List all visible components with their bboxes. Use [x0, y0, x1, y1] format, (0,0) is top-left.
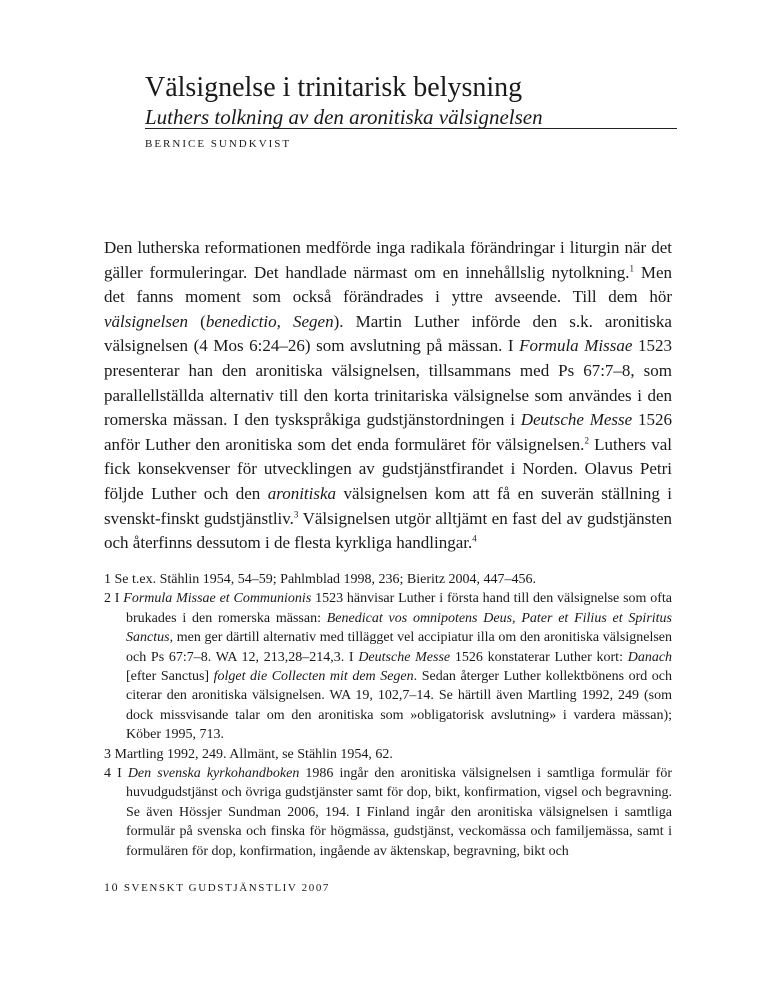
footnote-ref-3: 3 [293, 508, 299, 519]
italic-run: Formula Missae [519, 336, 633, 356]
italic-run: aronitiska [267, 483, 337, 503]
text-run: välsignelsen kom att få en suverän ställning i svenskt-finskt gudstjänstliv. [104, 483, 672, 528]
page-number: 10 [104, 880, 120, 894]
footnotes [104, 570, 672, 861]
footnote-ref-2: 2 [584, 435, 589, 446]
italic-run: Benedicat vos omnipotens Deus, Pater et Filius et Spiritus Sanctus [126, 610, 672, 646]
text-run: , men ger därtill alternativ med tillägget vel accipiatur illa om den aronitiska välsignelsen och Ps 67:7–8. WA 12, 213,28–214,3. I [126, 630, 672, 665]
paragraph [104, 236, 672, 556]
footnote-ref-1: 1 [629, 262, 635, 273]
text-run: 1523 presenterar han den aronitiska välsignelsen, tillsammans med Ps 67:7–8, som parallellställda alternativ till den korta trinitariska välsignelse som användes i den romerska mässan. I den tyskspråkiga gudstjänstordningen i [104, 336, 672, 430]
header-rule [145, 128, 677, 129]
italic-run: Formula Missae et Communionis [123, 591, 312, 607]
text-run: [efter Sanctus] [126, 669, 214, 685]
text-run: Välsignelsen utgör alltjämt en fast del av gudstjänsten och återfinns dessutom i de flesta kyrkliga handlingar. [104, 508, 672, 553]
footnote-ref-4: 4 [472, 533, 477, 544]
body-paragraph [104, 236, 672, 556]
author-name: BERNICE SUNDKVIST [145, 138, 292, 150]
article-title: Välsignelse i trinitarisk belysning [145, 72, 523, 103]
text-run: . Sedan återger Luther kollektbönens ord och citerar den aronitiska välsignelsen. WA 19, 102,7–14. Se härtill även Martling 1992, 249 (som dock missvisande talar om den aronitiska som »obligatorisk avslutning» i vardera mässan); Köber 1995, 713. [126, 669, 672, 743]
text-run: 4 I [104, 766, 128, 782]
page-footer [104, 880, 330, 895]
text-run: Den lutherska reformationen medförde inga radikala förändringar i liturgin när det gäller formuleringar. Det handlade närmast om en innehållslig nytolkning. [104, 238, 672, 282]
footnote-4 [104, 764, 672, 861]
italic-run: Deutsche Messe [358, 649, 451, 665]
article-subtitle: Luthers tolkning av den aronitiska välsignelsen [145, 105, 543, 129]
text-run: 1523 hänvisar Luther i första hand till den välsignelse som ofta brukades i den romerska mässan: [126, 591, 672, 626]
text-run: 1526 anför Luther den aronitiska som det enda formuläret för välsignelsen. [104, 410, 672, 454]
footnote-2 [104, 589, 672, 744]
footnote-3: 3 Martling 1992, 249. Allmänt, se Stählin 1954, 62. [104, 746, 393, 762]
journal-name: SVENSKT GUDSTJÄNSTLIV 2007 [123, 882, 331, 894]
text-run: 1526 konstaterar Luther kort: [450, 649, 628, 665]
italic-run: Den svenska kyrkohandboken [127, 766, 300, 782]
text-run: ( [188, 311, 206, 331]
footnote-1: 1 Se t.ex. Stählin 1954, 54–59; Pahlmblad 1998, 236; Bieritz 2004, 447–456. [104, 572, 537, 587]
italic-run: benedictio, Segen [205, 311, 334, 331]
text-run: 2 I [104, 591, 124, 607]
italic-run: Danach [627, 649, 673, 665]
text-run: 1986 ingår den aronitiska välsignelsen i samtliga formulär för huvudgudstjänst och övriga gudstjänster samt för dop, bikt, konfirmation, vigsel och begravning. Se även Hössjer Sundman 2006, 194. I Finland ingår den aronitiska välsignelsen i samtliga formulär på svenska och finska för högmässa, gudstjänst, veckomässa och familjemässa, samt i formulären för dop, konfirmation, ingående av äktenskap, begravning, bikt och [126, 766, 672, 859]
article-header [145, 72, 675, 130]
italic-run: Deutsche Messe [520, 410, 633, 430]
text-run: Luthers val fick konsekvenser för utvecklingen av gudstjänstfirandet i Norden. Olavus Petri följde Luther och den [104, 434, 672, 503]
italic-run: välsignelsen [104, 311, 189, 331]
text-run: ). Martin Luther införde den s.k. aronitiska välsignelsen (4 Mos 6:24–26) som avslutning på mässan. I [104, 311, 672, 356]
italic-run: folget die Collecten mit dem Segen [213, 669, 414, 685]
text-run: Men det fanns moment som också förändrades i yttre avseende. Till dem hör [104, 262, 672, 307]
